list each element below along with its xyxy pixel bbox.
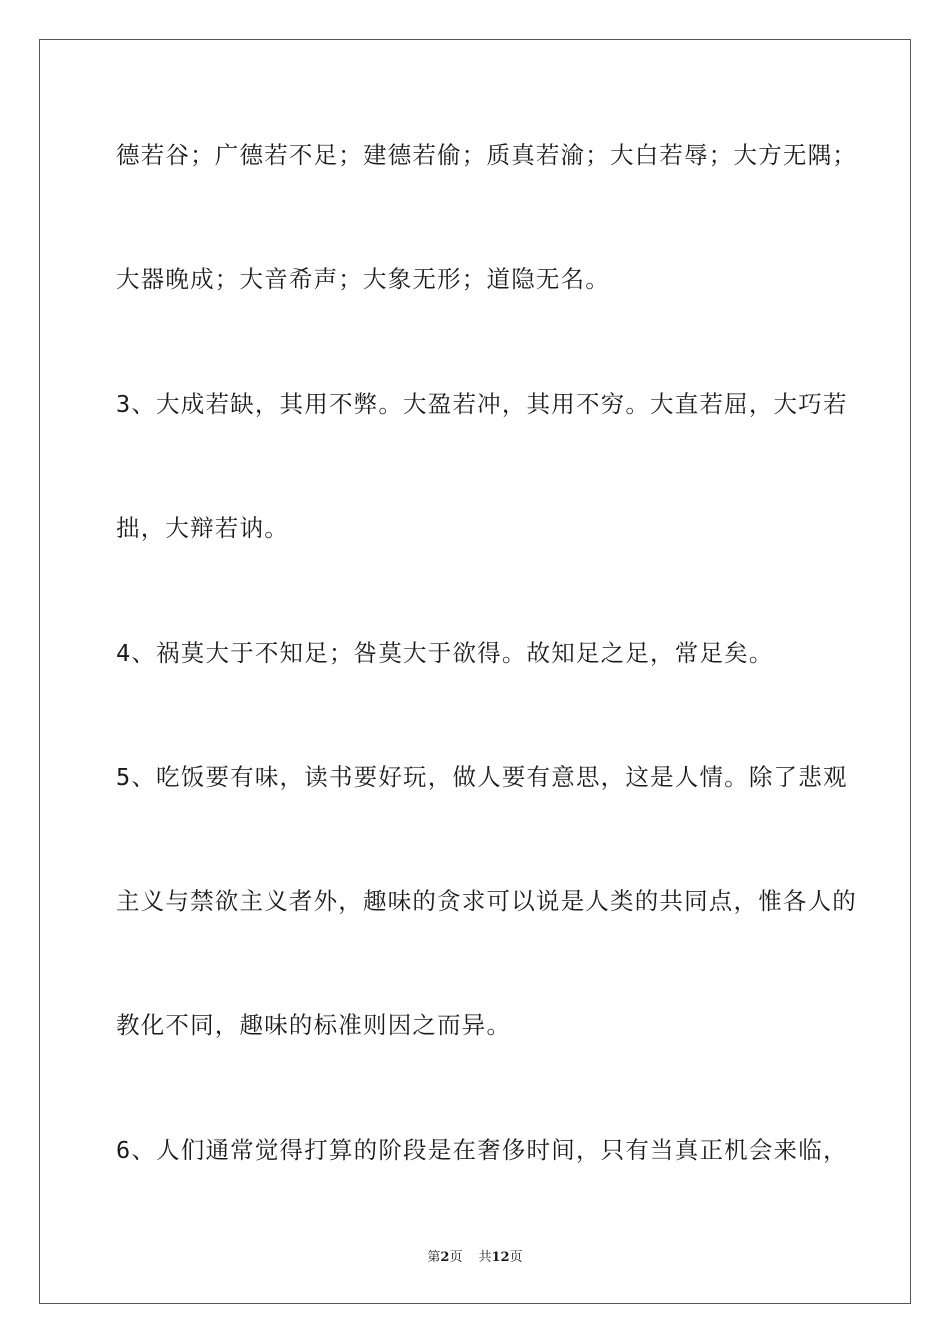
page-border: [39, 39, 911, 1304]
footer-total-number: 12: [491, 1250, 510, 1265]
footer-total-prefix: 共: [478, 1250, 492, 1265]
text-line-8: 教化不同，趣味的标准则因之而异。: [116, 1011, 512, 1039]
text-line-9: 6、人们通常觉得打算的阶段是在奢侈时间，只有当真正机会来临，: [116, 1136, 848, 1164]
footer-page-prefix: 第: [427, 1250, 441, 1265]
text-line-4: 拙，大辩若讷。: [116, 514, 289, 542]
text-line-2: 大器晚成；大音希声；大象无形；道隐无名。: [116, 265, 610, 293]
text-line-5: 4、祸莫大于不知足；咎莫大于欲得。故知足之足，常足矣。: [116, 639, 774, 667]
footer-total-suffix: 页: [509, 1250, 523, 1265]
footer-page-number: 2: [440, 1250, 450, 1265]
footer-page-suffix: 页: [449, 1250, 463, 1265]
text-line-3: 3、大成若缺，其用不弊。大盈若冲，其用不穷。大直若屈，大巧若: [116, 390, 848, 418]
text-line-7: 主义与禁欲主义者外，趣味的贪求可以说是人类的共同点，惟各人的: [116, 887, 857, 915]
text-line-1: 德若谷；广德若不足；建德若偷；质真若渝；大白若辱；大方无隅；: [116, 141, 857, 169]
text-line-6: 5、吃饭要有味，读书要好玩，做人要有意思，这是人情。除了悲观: [116, 763, 848, 791]
page-footer: [0, 1246, 950, 1265]
